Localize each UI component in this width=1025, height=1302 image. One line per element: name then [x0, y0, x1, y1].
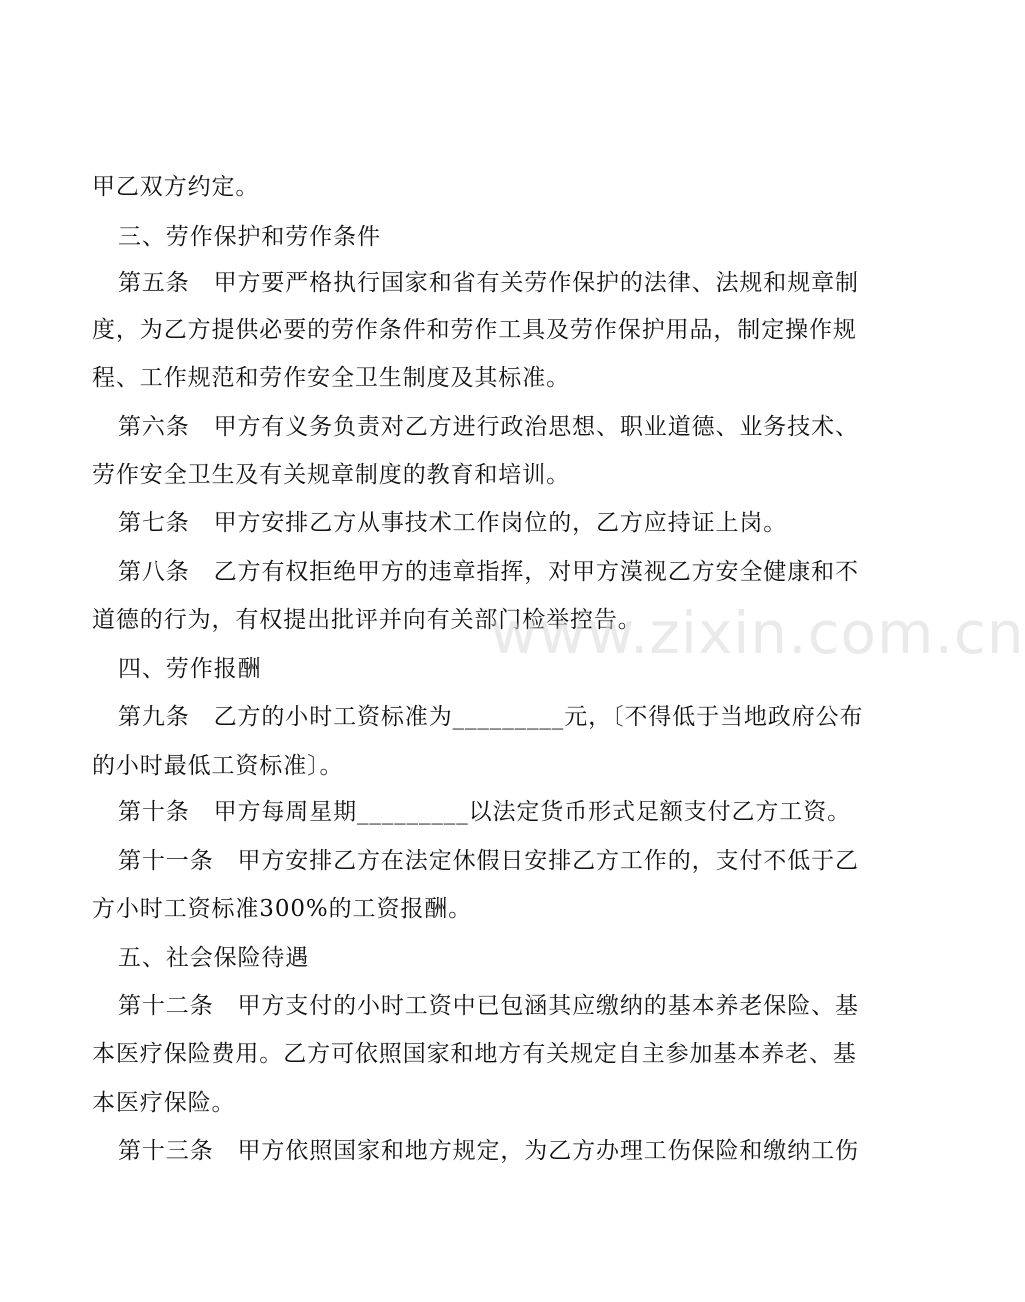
- text-line: 道德的行为，有权提出批评并向有关部门检举控告。: [92, 607, 642, 633]
- article-line: 第九条 乙方的小时工资标准为_________元，〔不得低于当地政府公布: [118, 704, 864, 730]
- section-heading: 三、劳作保护和劳作条件: [118, 224, 381, 250]
- text-line: 的小时最低工资标准〕。: [92, 753, 344, 779]
- article-line: 第五条 甲方要严格执行国家和省有关劳作保护的法律、法规和规章制: [118, 270, 859, 296]
- text-line: 本医疗保险。: [92, 1090, 236, 1116]
- text-line: 程、工作规范和劳作安全卫生制度及其标准。: [92, 365, 570, 391]
- text-line: 劳作安全卫生及有关规章制度的教育和培训。: [92, 462, 570, 488]
- article-line: 第十一条 甲方安排乙方在法定休假日安排乙方工作的，支付不低于乙: [118, 848, 859, 874]
- article-line: 第十二条 甲方支付的小时工资中已包涵其应缴纳的基本养老保险、基: [118, 993, 859, 1019]
- article-line: 第十条 甲方每周星期_________以法定货币形式足额支付乙方工资。: [118, 799, 851, 825]
- article-line: 第七条 甲方安排乙方从事技术工作岗位的，乙方应持证上岗。: [118, 510, 788, 536]
- article-line: 第十三条 甲方依照国家和地方规定，为乙方办理工伤保险和缴纳工伤: [118, 1138, 859, 1164]
- text-line: 本医疗保险费用。乙方可依照国家和地方有关规定自主参加基本养老、基: [92, 1041, 857, 1067]
- text-line: 度，为乙方提供必要的劳作条件和劳作工具及劳作保护用品，制定操作规: [92, 317, 857, 343]
- text-line: 甲乙双方约定。: [92, 174, 260, 200]
- article-line: 第八条 乙方有权拒绝甲方的违章指挥，对甲方漠视乙方安全健康和不: [118, 559, 859, 585]
- article-line: 第六条 甲方有义务负责对乙方进行政治思想、职业道德、业务技术、: [118, 414, 859, 440]
- section-heading: 四、劳作报酬: [118, 656, 262, 682]
- section-heading: 五、社会保险待遇: [118, 945, 310, 971]
- watermark-text: www.zixin.com.cn: [490, 599, 1025, 667]
- text-line: 方小时工资标准300%的工资报酬。: [92, 896, 473, 922]
